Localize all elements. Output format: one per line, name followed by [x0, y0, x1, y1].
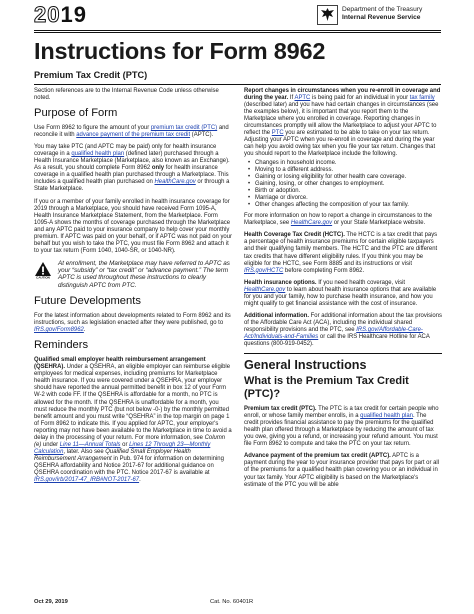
- insurance-options-lead: Health insurance options.: [244, 279, 317, 286]
- treasury-eagle-icon: [317, 5, 338, 25]
- caution-label: CAUTION: [36, 275, 50, 279]
- additional-info-lead: Additional information.: [244, 312, 309, 319]
- text-run: is being paid for an individual in your: [310, 95, 410, 102]
- text-run: Use Form 8962 to figure the amount of your: [34, 125, 151, 132]
- aptc-lead: Advance payment of the premium tax credit (APTC).: [244, 453, 391, 460]
- header-rule-secondary: [34, 32, 441, 33]
- link-lines-12-23[interactable]: Lines 12 Through 23—Monthly Calculation: [34, 441, 211, 455]
- text-run: to learn about health insurance options that are available for you and your family, how to purchase health insurance, and how you might qualify to get financial assistance with the cost of insurance.: [244, 286, 437, 307]
- agency-block: [342, 6, 452, 22]
- left-column: [34, 88, 232, 489]
- text-run: or through a State Marketplace.: [34, 179, 230, 193]
- link-advance-payment[interactable]: advance payment of the premium tax credit: [76, 132, 191, 139]
- text-run: in Pub. 974 for information on determining QSEHRA affordability and Notice 2017-67 for additional guidance on QSEHRA coordination with the PTC. Notice 2017-67 is available at: [34, 455, 224, 476]
- link-aptc[interactable]: APTC: [294, 95, 311, 102]
- agency-irs: Internal Revenue Service: [342, 14, 421, 22]
- list-item: • Birth or adoption.: [248, 188, 442, 195]
- what-is-ptc-heading: What is the Premium Tax Credit (PTC)?: [244, 375, 409, 401]
- text-run: , later. Also see: [63, 448, 106, 455]
- list-item: • Changes in household income.: [248, 160, 442, 167]
- footer-date: Oct 29, 2019: [34, 599, 68, 605]
- emphasis-only: only: [151, 165, 165, 172]
- text-run: before completing Form 8962.: [283, 267, 365, 274]
- hctc-paragraph: [244, 232, 442, 274]
- link-premium-tax-credit[interactable]: premium tax credit (PTC): [150, 125, 218, 132]
- text-run: For additional information about the tax provisions of the Affordable Care Act (ACA), including the individual shared responsibility provisions and the PTC, see: [244, 312, 442, 333]
- text-run: .: [83, 327, 86, 334]
- intro-note: Section references are to the Internal Revenue Code unless otherwise noted.: [34, 88, 219, 102]
- text-run: and reconcile it with: [34, 125, 229, 139]
- text-run: (APTC).: [190, 132, 214, 139]
- future-developments-heading: Future Developments: [34, 295, 141, 308]
- text-run: or your State Marketplace website.: [332, 220, 426, 227]
- link-irs-aca-individuals[interactable]: IRS.gov/Affordable-Care-Act/Individuals-and-Families: [244, 326, 423, 340]
- ptc-lead: Premium tax credit (PTC).: [244, 406, 317, 413]
- link-healthcare-gov[interactable]: HealthCare.gov: [154, 179, 196, 186]
- link-qualified-health-plan-2[interactable]: qualified health plan: [360, 413, 413, 420]
- footer-catalog-number: Cat. No. 60401R: [210, 599, 254, 605]
- qsehra-lead: Qualified small employer health reimbursement arrangement (QSEHRA).: [34, 357, 206, 371]
- list-item: • Other changes affecting the composition of your tax family.: [248, 202, 442, 209]
- reminders-heading: Reminders: [34, 339, 89, 352]
- page-subtitle: Premium Tax Credit (PTC): [34, 70, 148, 80]
- form-year: [34, 4, 87, 26]
- text-run: If you need health coverage, visit: [316, 279, 406, 286]
- ptc-definition-paragraph: [244, 406, 442, 448]
- list-item: • Moving to a different address.: [248, 167, 442, 174]
- general-instructions-heading: General Instructions: [244, 358, 367, 373]
- text-run: (described later) and you have had certain changes in circumstances (see the examples below), it is important that you report them to the Marketplace where you enrolled in coverage. Reporting changes in circumstances promptly will allow the Marketplace to adjust your APTC to reflect the: [244, 102, 439, 137]
- text-run: You may take PTC (and APTC may be paid) only for health insurance coverage in a: [34, 144, 217, 158]
- text-run: For the latest information about developments related to Form 8962 and its instructions, such as legislation enacted after they were published, go to: [34, 313, 231, 327]
- right-column: [244, 88, 442, 494]
- header-rule: [34, 30, 441, 31]
- text-run: The PTC is a tax credit for certain people who enroll, or whose family member enrolls, in a: [244, 406, 439, 420]
- list-item: • Marriage or divorce.: [248, 195, 442, 202]
- purpose-paragraph-3: If you or a member of your family enrolled in health insurance coverage for 2019 through a Marketplace, you should have received Form 1095-A, Health Insurance Marketplace Statement, from the Marketplace. Form 1095-A shows the months of coverage purchased through the Marketplace and any APTC paid to your insurance company to help cover your monthly premium. If APTC was paid on your behalf, or if APTC was not paid on your behalf but you wish to take the PTC, you must file Form 8962 and attach it to your tax return (Form 1040, 1040-SR, or 1040-NR).: [34, 198, 233, 254]
- link-healthcare-gov-3[interactable]: HealthCare.gov: [244, 286, 286, 293]
- year-solid-digits: 19: [60, 2, 87, 27]
- text-run: you are estimated to be able to take on your tax return. Adjusting your APTC when you re-enroll in coverage and during the year can help you avoid owing tax when you file your tax return. Changes that you should report to the Marketplace include the following.: [244, 130, 436, 158]
- link-tax-family[interactable]: tax family: [409, 95, 435, 102]
- link-notice-2017-67[interactable]: IRS.gov/irb/2017-47_IRB#NOT-2017-67: [34, 477, 140, 484]
- year-outline-digits: 20: [34, 2, 61, 27]
- list-item: • Gaining or losing eligibility for other health care coverage.: [248, 174, 442, 181]
- more-info-paragraph: [244, 213, 442, 227]
- link-line-11[interactable]: Line 11—Annual Totals: [59, 441, 121, 448]
- text-run: or call the IRS Healthcare Hotline for ACA questions (800-919-0452).: [244, 334, 430, 348]
- caution-box: [34, 260, 232, 289]
- agency-department: Department of the Treasury: [342, 6, 423, 13]
- text-run: or: [120, 441, 130, 448]
- aptc-definition-paragraph: [244, 453, 442, 488]
- qsehra-paragraph: [34, 357, 232, 484]
- purpose-heading: Purpose of Form: [34, 107, 118, 120]
- link-healthcare-gov-2[interactable]: HealthCare.gov: [290, 220, 333, 227]
- text-run: For more information on how to report a change in circumstances to the Marketplace, see: [244, 213, 433, 227]
- hctc-lead: Health Coverage Tax Credit (HCTC).: [244, 232, 345, 239]
- purpose-paragraph-1: [34, 125, 232, 139]
- text-run: under: [41, 441, 60, 448]
- future-developments-paragraph: [34, 313, 232, 334]
- text-run: APTC is a payment during the year to your insurance provider that pays for part or all of the premiums for a qualified health plan covering you or an individual in your tax family. Your APTC eligibility is based on the Marketplace's estimate of the PTC you will be able: [244, 453, 440, 488]
- additional-info-paragraph: [244, 313, 442, 348]
- text-run: for health insurance coverage in a qualified health plan purchased through a Marketplace. This includes a qualified health plan purchased on: [34, 165, 229, 186]
- subtitle-rule: [34, 84, 441, 85]
- text-run: .: [139, 477, 141, 484]
- text-run: . The credit provides financial assistance to pay the premiums for the qualified health plan offered through a Marketplace by reducing the amount of tax you owe, giving you a refund, or increasing your refund amount. You must file Form 8962 to compute and take the PTC on your tax return.: [244, 413, 438, 448]
- caution-text: At enrollment, the Marketplace may have referred to APTC as your “subsidy” or “tax credit” or “advance payment.” The term APTC is used throughout these instructions to clearly distinguish APTC from PTC.: [58, 259, 230, 289]
- link-ptc[interactable]: PTC: [271, 130, 284, 137]
- text-run: If: [288, 95, 295, 102]
- list-item: • Gaining, losing, or other changes to employment.: [248, 181, 442, 188]
- report-changes-lead: Report changes in circumstances when you re-enroll in coverage and during the year.: [244, 88, 441, 102]
- text-run-italic: Qualified Small Employer Health Reimbursement Arrangement: [34, 448, 191, 462]
- caution-warning-icon: [34, 261, 52, 279]
- report-changes-paragraph: [244, 88, 442, 158]
- link-irs-hctc[interactable]: IRS.gov/HCTC: [244, 267, 284, 274]
- insurance-options-paragraph: [244, 280, 442, 308]
- text-run: The HCTC is a tax credit that pays a percentage of health insurance premiums for certain eligible taxpayers and their qualifying family members. The HCTC and the PTC are different tax credits that have different eligibility rules. If you think you may be eligible for the HCTC, see Form 8885 and its instructions or visit: [244, 232, 438, 267]
- text-run-italic: Column (e): [34, 434, 226, 448]
- text-run: (defined later) purchased through a Health Insurance Marketplace (Marketplace, also known as an Exchange). As a result, you should complete Form 8962: [34, 151, 230, 172]
- page-title: Instructions for Form 8962: [34, 38, 326, 64]
- changes-list: [248, 160, 442, 209]
- text-run: Under a QSEHRA, an eligible employer can reimburse eligible employees for medical expenses, including premiums for Marketplace health insurance. If you were covered under a QSEHRA, your employer should have reported the annual permitted benefit in box 12 of your Form W-2 with code FF. If the QSEHRA is affordable for a month, no PTC is allowed for the month. If the QSEHRA is unaffordable for a month, you must reduce the monthly PTC (but not below -0-) by the monthly permitted benefit amount and you must write “QSEHRA” in the top margin on page 1 of Form 8962 to indicate this. If you applied for APTC, your employer's reporting may not have been available to the Marketplace in time to avoid a delay in the processing of your return. For more information, see: [34, 364, 232, 441]
- link-qualified-health-plan[interactable]: qualified health plan: [71, 151, 125, 158]
- purpose-paragraph-2: [34, 144, 232, 193]
- general-instructions-rule: [244, 353, 442, 354]
- link-irs-form8962[interactable]: IRS.gov/Form8962: [34, 327, 84, 334]
